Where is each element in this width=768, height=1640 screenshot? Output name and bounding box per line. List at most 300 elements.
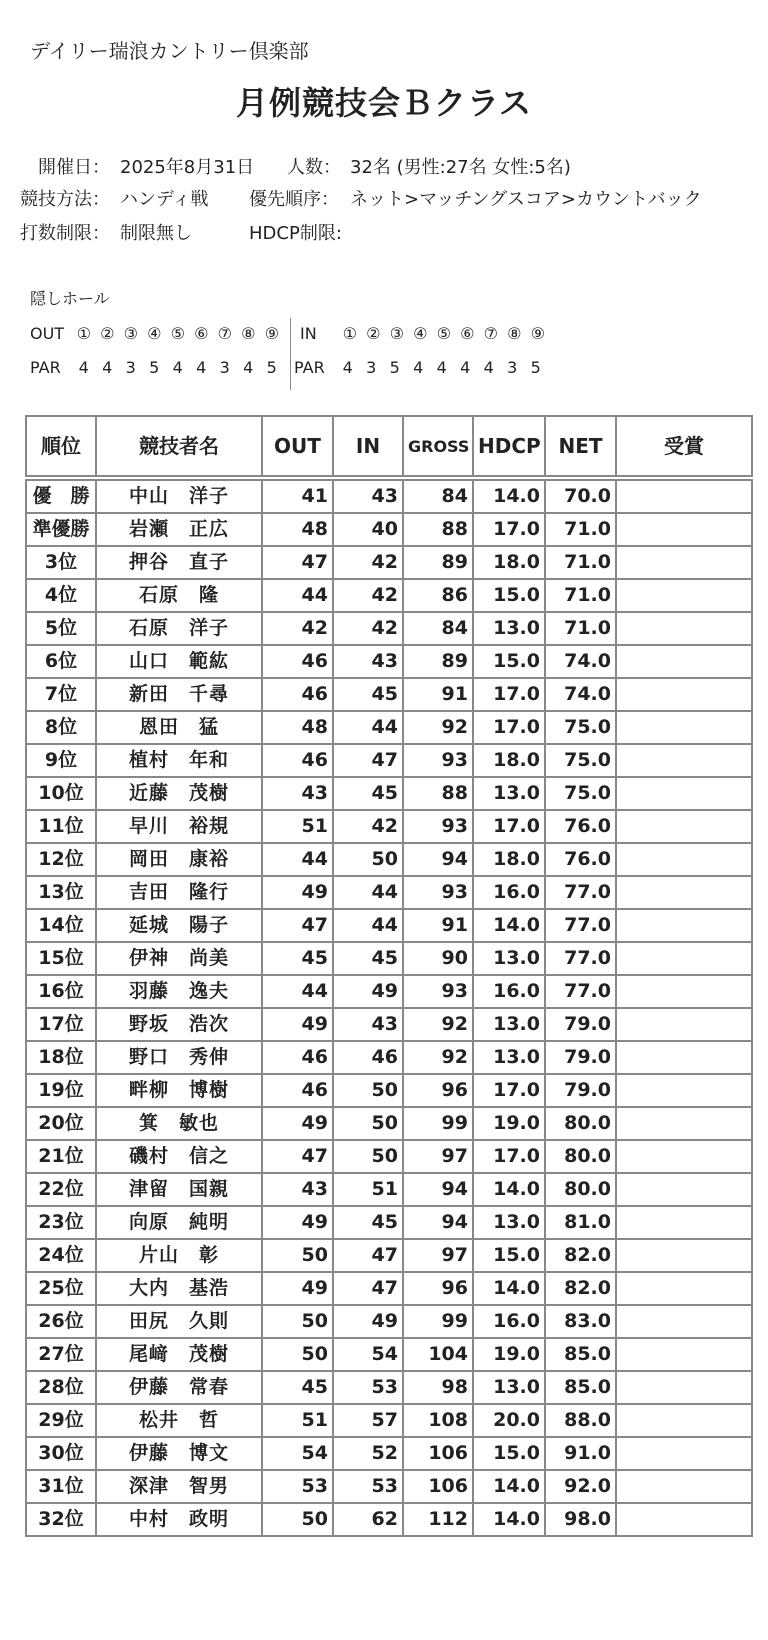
hdcp-cell: 13.0 (473, 942, 545, 975)
award-cell (616, 1470, 752, 1503)
gross-score-cell: 86 (403, 579, 473, 612)
net-score-cell: 82.0 (545, 1272, 616, 1305)
table-row (26, 1503, 752, 1536)
par-value: 5 (266, 358, 277, 377)
player-name-cell: 伊藤 常春 (96, 1371, 262, 1404)
hdcp-cell: 14.0 (473, 1470, 545, 1503)
award-cell (616, 579, 752, 612)
out-score-cell: 46 (262, 1041, 333, 1074)
gross-score-cell: 94 (403, 1173, 473, 1206)
hdcp-cell: 13.0 (473, 1041, 545, 1074)
gross-score-cell: 84 (403, 478, 473, 513)
player-name-cell: 野口 秀伸 (96, 1041, 262, 1074)
player-name-cell: 石原 隆 (96, 579, 262, 612)
net-score-cell: 77.0 (545, 975, 616, 1008)
gross-score-cell: 96 (403, 1272, 473, 1305)
hole-marker: ⑦ (483, 324, 498, 343)
table-row (26, 744, 752, 777)
column-header-hdcp: HDCP (473, 416, 545, 478)
hole-marker: ⑨ (264, 324, 279, 343)
player-name-cell: 山口 範紘 (96, 645, 262, 678)
net-score-cell: 91.0 (545, 1437, 616, 1470)
hole-marker: ⑦ (217, 324, 232, 343)
rank-cell: 16位 (26, 975, 96, 1008)
gross-score-cell: 92 (403, 1008, 473, 1041)
player-name-cell: 羽藤 逸夫 (96, 975, 262, 1008)
par-value: 3 (125, 358, 136, 377)
hole-marker: ② (100, 324, 115, 343)
net-score-cell: 70.0 (545, 478, 616, 513)
net-score-cell: 75.0 (545, 744, 616, 777)
gross-score-cell: 97 (403, 1140, 473, 1173)
gross-score-cell: 106 (403, 1437, 473, 1470)
hdcp-cell: 13.0 (473, 1206, 545, 1239)
hdcp-cell: 15.0 (473, 1239, 545, 1272)
gross-score-cell: 90 (403, 942, 473, 975)
in-score-cell: 43 (333, 478, 403, 513)
in-score-cell: 50 (333, 1074, 403, 1107)
table-row (26, 1437, 752, 1470)
player-name-cell: 延城 陽子 (96, 909, 262, 942)
rank-cell: 12位 (26, 843, 96, 876)
player-name-cell: 植村 年和 (96, 744, 262, 777)
rank-cell: 5位 (26, 612, 96, 645)
net-score-cell: 77.0 (545, 876, 616, 909)
gross-score-cell: 94 (403, 1206, 473, 1239)
player-name-cell: 早川 裕規 (96, 810, 262, 843)
in-score-cell: 43 (333, 1008, 403, 1041)
rank-cell: 15位 (26, 942, 96, 975)
table-row (26, 975, 752, 1008)
in-score-cell: 44 (333, 909, 403, 942)
award-cell (616, 810, 752, 843)
hole-marker: ③ (389, 324, 404, 343)
net-score-cell: 71.0 (545, 546, 616, 579)
net-score-cell: 75.0 (545, 711, 616, 744)
rank-cell: 31位 (26, 1470, 96, 1503)
award-cell (616, 1404, 752, 1437)
hole-marker: ⑤ (170, 324, 185, 343)
rank-cell: 23位 (26, 1206, 96, 1239)
info-count-value: 32名 (男性:27名 女性:5名) (350, 157, 571, 178)
in-score-cell: 42 (333, 810, 403, 843)
table-row (26, 1272, 752, 1305)
net-score-cell: 75.0 (545, 777, 616, 810)
award-cell (616, 1503, 752, 1536)
in-score-cell: 45 (333, 678, 403, 711)
net-score-cell: 71.0 (545, 579, 616, 612)
rank-cell: 4位 (26, 579, 96, 612)
in-score-cell: 45 (333, 942, 403, 975)
hdcp-cell: 19.0 (473, 1107, 545, 1140)
rank-cell: 17位 (26, 1008, 96, 1041)
par-value: 4 (342, 358, 353, 377)
hdcp-cell: 18.0 (473, 843, 545, 876)
in-score-cell: 45 (333, 777, 403, 810)
net-score-cell: 82.0 (545, 1239, 616, 1272)
out-score-cell: 50 (262, 1503, 333, 1536)
out-score-cell: 47 (262, 546, 333, 579)
award-cell (616, 1206, 752, 1239)
rank-cell: 7位 (26, 678, 96, 711)
out-score-cell: 43 (262, 1173, 333, 1206)
table-row (26, 843, 752, 876)
player-name-cell: 畔柳 博樹 (96, 1074, 262, 1107)
hdcp-cell: 18.0 (473, 744, 545, 777)
net-score-cell: 85.0 (545, 1371, 616, 1404)
hdcp-cell: 17.0 (473, 1140, 545, 1173)
in-score-cell: 45 (333, 1206, 403, 1239)
hdcp-cell: 13.0 (473, 612, 545, 645)
gross-score-cell: 84 (403, 612, 473, 645)
par-value: 4 (102, 358, 113, 377)
net-score-cell: 98.0 (545, 1503, 616, 1536)
in-score-cell: 47 (333, 744, 403, 777)
rank-cell: 6位 (26, 645, 96, 678)
rank-cell: 20位 (26, 1107, 96, 1140)
rank-cell: 24位 (26, 1239, 96, 1272)
in-score-cell: 52 (333, 1437, 403, 1470)
player-name-cell: 近藤 茂樹 (96, 777, 262, 810)
award-cell (616, 1305, 752, 1338)
player-name-cell: 向原 純明 (96, 1206, 262, 1239)
out-holes-row (30, 322, 284, 346)
out-score-cell: 44 (262, 579, 333, 612)
table-row (26, 546, 752, 579)
award-cell (616, 942, 752, 975)
net-score-cell: 79.0 (545, 1008, 616, 1041)
award-cell (616, 1272, 752, 1305)
award-cell (616, 1437, 752, 1470)
in-score-cell: 57 (333, 1404, 403, 1437)
net-score-cell: 71.0 (545, 513, 616, 546)
par-value: 4 (172, 358, 183, 377)
rank-cell: 11位 (26, 810, 96, 843)
table-row (26, 909, 752, 942)
gross-score-cell: 91 (403, 909, 473, 942)
net-score-cell: 77.0 (545, 942, 616, 975)
out-label: OUT (30, 324, 65, 343)
table-row (26, 645, 752, 678)
player-name-cell: 箕 敏也 (96, 1107, 262, 1140)
info-date-label: 開催日： (38, 157, 110, 178)
player-name-cell: 伊藤 博文 (96, 1437, 262, 1470)
hole-marker: ⑧ (241, 324, 256, 343)
out-score-cell: 49 (262, 1107, 333, 1140)
out-score-cell: 46 (262, 744, 333, 777)
in-score-cell: 50 (333, 1107, 403, 1140)
net-score-cell: 76.0 (545, 810, 616, 843)
table-row (26, 1008, 752, 1041)
rank-cell: 10位 (26, 777, 96, 810)
hole-marker: ⑧ (507, 324, 522, 343)
hdcp-cell: 13.0 (473, 1008, 545, 1041)
results-table (25, 415, 753, 1537)
rank-cell: 19位 (26, 1074, 96, 1107)
gross-score-cell: 92 (403, 711, 473, 744)
in-score-cell: 42 (333, 612, 403, 645)
out-score-cell: 49 (262, 1008, 333, 1041)
in-score-cell: 49 (333, 975, 403, 1008)
info-hdcp-limit-label: HDCP制限: (249, 223, 342, 244)
rank-cell: 13位 (26, 876, 96, 909)
rank-cell: 26位 (26, 1305, 96, 1338)
info-priority-value: ネット>マッチングスコア>カウントバック (350, 189, 702, 210)
award-cell (616, 513, 752, 546)
rank-cell: 27位 (26, 1338, 96, 1371)
par-value: 3 (219, 358, 230, 377)
rank-cell: 準優勝 (26, 513, 96, 546)
page-title: 月例競技会Ｂクラス (235, 84, 533, 122)
net-score-cell: 80.0 (545, 1140, 616, 1173)
hole-marker: ⑨ (530, 324, 545, 343)
par-value: 5 (389, 358, 400, 377)
out-score-cell: 53 (262, 1470, 333, 1503)
in-score-cell: 54 (333, 1338, 403, 1371)
net-score-cell: 76.0 (545, 843, 616, 876)
award-cell (616, 876, 752, 909)
table-row (26, 1074, 752, 1107)
rank-cell: 14位 (26, 909, 96, 942)
par-value: 4 (460, 358, 471, 377)
table-row (26, 1470, 752, 1503)
out-par-label: PAR (30, 358, 61, 377)
hole-marker: ① (342, 324, 357, 343)
hdcp-cell: 16.0 (473, 876, 545, 909)
in-score-cell: 50 (333, 843, 403, 876)
table-row (26, 942, 752, 975)
gross-score-cell: 108 (403, 1404, 473, 1437)
gross-score-cell: 94 (403, 843, 473, 876)
in-par-label: PAR (294, 358, 325, 377)
rank-cell: 29位 (26, 1404, 96, 1437)
award-cell (616, 1074, 752, 1107)
column-header-net: NET (545, 416, 616, 478)
table-row (26, 876, 752, 909)
out-score-cell: 42 (262, 612, 333, 645)
award-cell (616, 909, 752, 942)
hidden-holes-title: 隠しホール (30, 289, 110, 308)
player-name-cell: 大内 基浩 (96, 1272, 262, 1305)
in-score-cell: 46 (333, 1041, 403, 1074)
net-score-cell: 74.0 (545, 678, 616, 711)
rank-cell: 18位 (26, 1041, 96, 1074)
player-name-cell: 深津 智男 (96, 1470, 262, 1503)
net-score-cell: 88.0 (545, 1404, 616, 1437)
par-value: 4 (483, 358, 494, 377)
out-score-cell: 47 (262, 909, 333, 942)
gross-score-cell: 88 (403, 777, 473, 810)
table-row (26, 513, 752, 546)
info-count-label: 人数： (287, 157, 341, 178)
award-cell (616, 612, 752, 645)
gross-score-cell: 104 (403, 1338, 473, 1371)
table-row (26, 1239, 752, 1272)
table-header-row (26, 416, 752, 478)
table-row (26, 777, 752, 810)
in-score-cell: 53 (333, 1470, 403, 1503)
column-header-gross: GROSS (403, 416, 473, 478)
par-value: 4 (436, 358, 447, 377)
out-score-cell: 54 (262, 1437, 333, 1470)
table-row (26, 1206, 752, 1239)
hdcp-cell: 17.0 (473, 678, 545, 711)
player-name-cell: 新田 千尋 (96, 678, 262, 711)
player-name-cell: 石原 洋子 (96, 612, 262, 645)
player-name-cell: 田尻 久則 (96, 1305, 262, 1338)
par-value: 4 (413, 358, 424, 377)
column-header-name: 競技者名 (96, 416, 262, 478)
in-label: IN (300, 324, 317, 343)
hole-marker: ④ (413, 324, 428, 343)
out-score-cell: 50 (262, 1338, 333, 1371)
player-name-cell: 松井 哲 (96, 1404, 262, 1437)
par-value: 3 (507, 358, 518, 377)
in-score-cell: 49 (333, 1305, 403, 1338)
hdcp-cell: 19.0 (473, 1338, 545, 1371)
par-value: 5 (149, 358, 160, 377)
table-row (26, 711, 752, 744)
out-score-cell: 41 (262, 478, 333, 513)
hdcp-cell: 15.0 (473, 579, 545, 612)
out-par-row (30, 356, 284, 380)
gross-score-cell: 99 (403, 1305, 473, 1338)
info-method-value: ハンディ戦 (120, 189, 209, 210)
table-row (26, 678, 752, 711)
award-cell (616, 1008, 752, 1041)
award-cell (616, 645, 752, 678)
gross-score-cell: 92 (403, 1041, 473, 1074)
out-score-cell: 44 (262, 843, 333, 876)
rank-cell: 25位 (26, 1272, 96, 1305)
hole-marker: ⑤ (436, 324, 451, 343)
award-cell (616, 1371, 752, 1404)
in-score-cell: 42 (333, 546, 403, 579)
table-row (26, 1173, 752, 1206)
info-method-label: 競技方法： (20, 189, 110, 210)
hdcp-cell: 14.0 (473, 1173, 545, 1206)
award-cell (616, 975, 752, 1008)
player-name-cell: 野坂 浩次 (96, 1008, 262, 1041)
gross-score-cell: 93 (403, 975, 473, 1008)
table-row (26, 1041, 752, 1074)
in-holes-row (300, 322, 550, 346)
info-stroke-limit-label: 打数制限： (20, 223, 110, 244)
out-score-cell: 46 (262, 678, 333, 711)
out-score-cell: 46 (262, 1074, 333, 1107)
award-cell (616, 711, 752, 744)
hole-marker: ③ (123, 324, 138, 343)
hdcp-cell: 15.0 (473, 645, 545, 678)
in-score-cell: 51 (333, 1173, 403, 1206)
out-score-cell: 43 (262, 777, 333, 810)
player-name-cell: 中村 政明 (96, 1503, 262, 1536)
out-score-cell: 45 (262, 942, 333, 975)
gross-score-cell: 112 (403, 1503, 473, 1536)
net-score-cell: 92.0 (545, 1470, 616, 1503)
hole-divider (290, 318, 291, 390)
gross-score-cell: 93 (403, 810, 473, 843)
gross-score-cell: 93 (403, 876, 473, 909)
award-cell (616, 777, 752, 810)
net-score-cell: 83.0 (545, 1305, 616, 1338)
column-header-out: OUT (262, 416, 333, 478)
player-name-cell: 恩田 猛 (96, 711, 262, 744)
in-score-cell: 53 (333, 1371, 403, 1404)
out-score-cell: 51 (262, 1404, 333, 1437)
rank-cell: 3位 (26, 546, 96, 579)
hdcp-cell: 17.0 (473, 711, 545, 744)
award-cell (616, 1140, 752, 1173)
award-cell (616, 678, 752, 711)
column-header-in: IN (333, 416, 403, 478)
rank-cell: 32位 (26, 1503, 96, 1536)
par-value: 4 (78, 358, 89, 377)
column-header-rank: 順位 (26, 416, 96, 478)
table-row (26, 1140, 752, 1173)
hole-marker: ① (76, 324, 91, 343)
hole-marker: ⑥ (460, 324, 475, 343)
info-stroke-limit-value: 制限無し (120, 223, 192, 244)
in-score-cell: 40 (333, 513, 403, 546)
par-value: 5 (530, 358, 541, 377)
hdcp-cell: 16.0 (473, 1305, 545, 1338)
gross-score-cell: 106 (403, 1470, 473, 1503)
table-row (26, 1305, 752, 1338)
table-row (26, 612, 752, 645)
player-name-cell: 押谷 直子 (96, 546, 262, 579)
gross-score-cell: 96 (403, 1074, 473, 1107)
out-score-cell: 48 (262, 711, 333, 744)
player-name-cell: 伊神 尚美 (96, 942, 262, 975)
hdcp-cell: 13.0 (473, 1371, 545, 1404)
hdcp-cell: 17.0 (473, 810, 545, 843)
out-score-cell: 49 (262, 876, 333, 909)
gross-score-cell: 89 (403, 645, 473, 678)
gross-score-cell: 98 (403, 1371, 473, 1404)
gross-score-cell: 89 (403, 546, 473, 579)
hdcp-cell: 17.0 (473, 513, 545, 546)
out-score-cell: 44 (262, 975, 333, 1008)
hdcp-cell: 13.0 (473, 777, 545, 810)
table-row (26, 1404, 752, 1437)
out-score-cell: 47 (262, 1140, 333, 1173)
table-row (26, 1107, 752, 1140)
par-value: 3 (366, 358, 377, 377)
net-score-cell: 80.0 (545, 1107, 616, 1140)
player-name-cell: 吉田 隆行 (96, 876, 262, 909)
hole-marker: ④ (147, 324, 162, 343)
hole-marker: ⑥ (194, 324, 209, 343)
out-score-cell: 45 (262, 1371, 333, 1404)
par-value: 4 (196, 358, 207, 377)
award-cell (616, 744, 752, 777)
hdcp-cell: 20.0 (473, 1404, 545, 1437)
net-score-cell: 85.0 (545, 1338, 616, 1371)
par-value: 4 (243, 358, 254, 377)
out-score-cell: 48 (262, 513, 333, 546)
out-score-cell: 50 (262, 1305, 333, 1338)
hole-marker: ② (366, 324, 381, 343)
out-score-cell: 51 (262, 810, 333, 843)
award-cell (616, 546, 752, 579)
table-row (26, 1371, 752, 1404)
hdcp-cell: 17.0 (473, 1074, 545, 1107)
in-score-cell: 44 (333, 876, 403, 909)
player-name-cell: 岡田 康裕 (96, 843, 262, 876)
award-cell (616, 1239, 752, 1272)
results-body (26, 478, 752, 1536)
